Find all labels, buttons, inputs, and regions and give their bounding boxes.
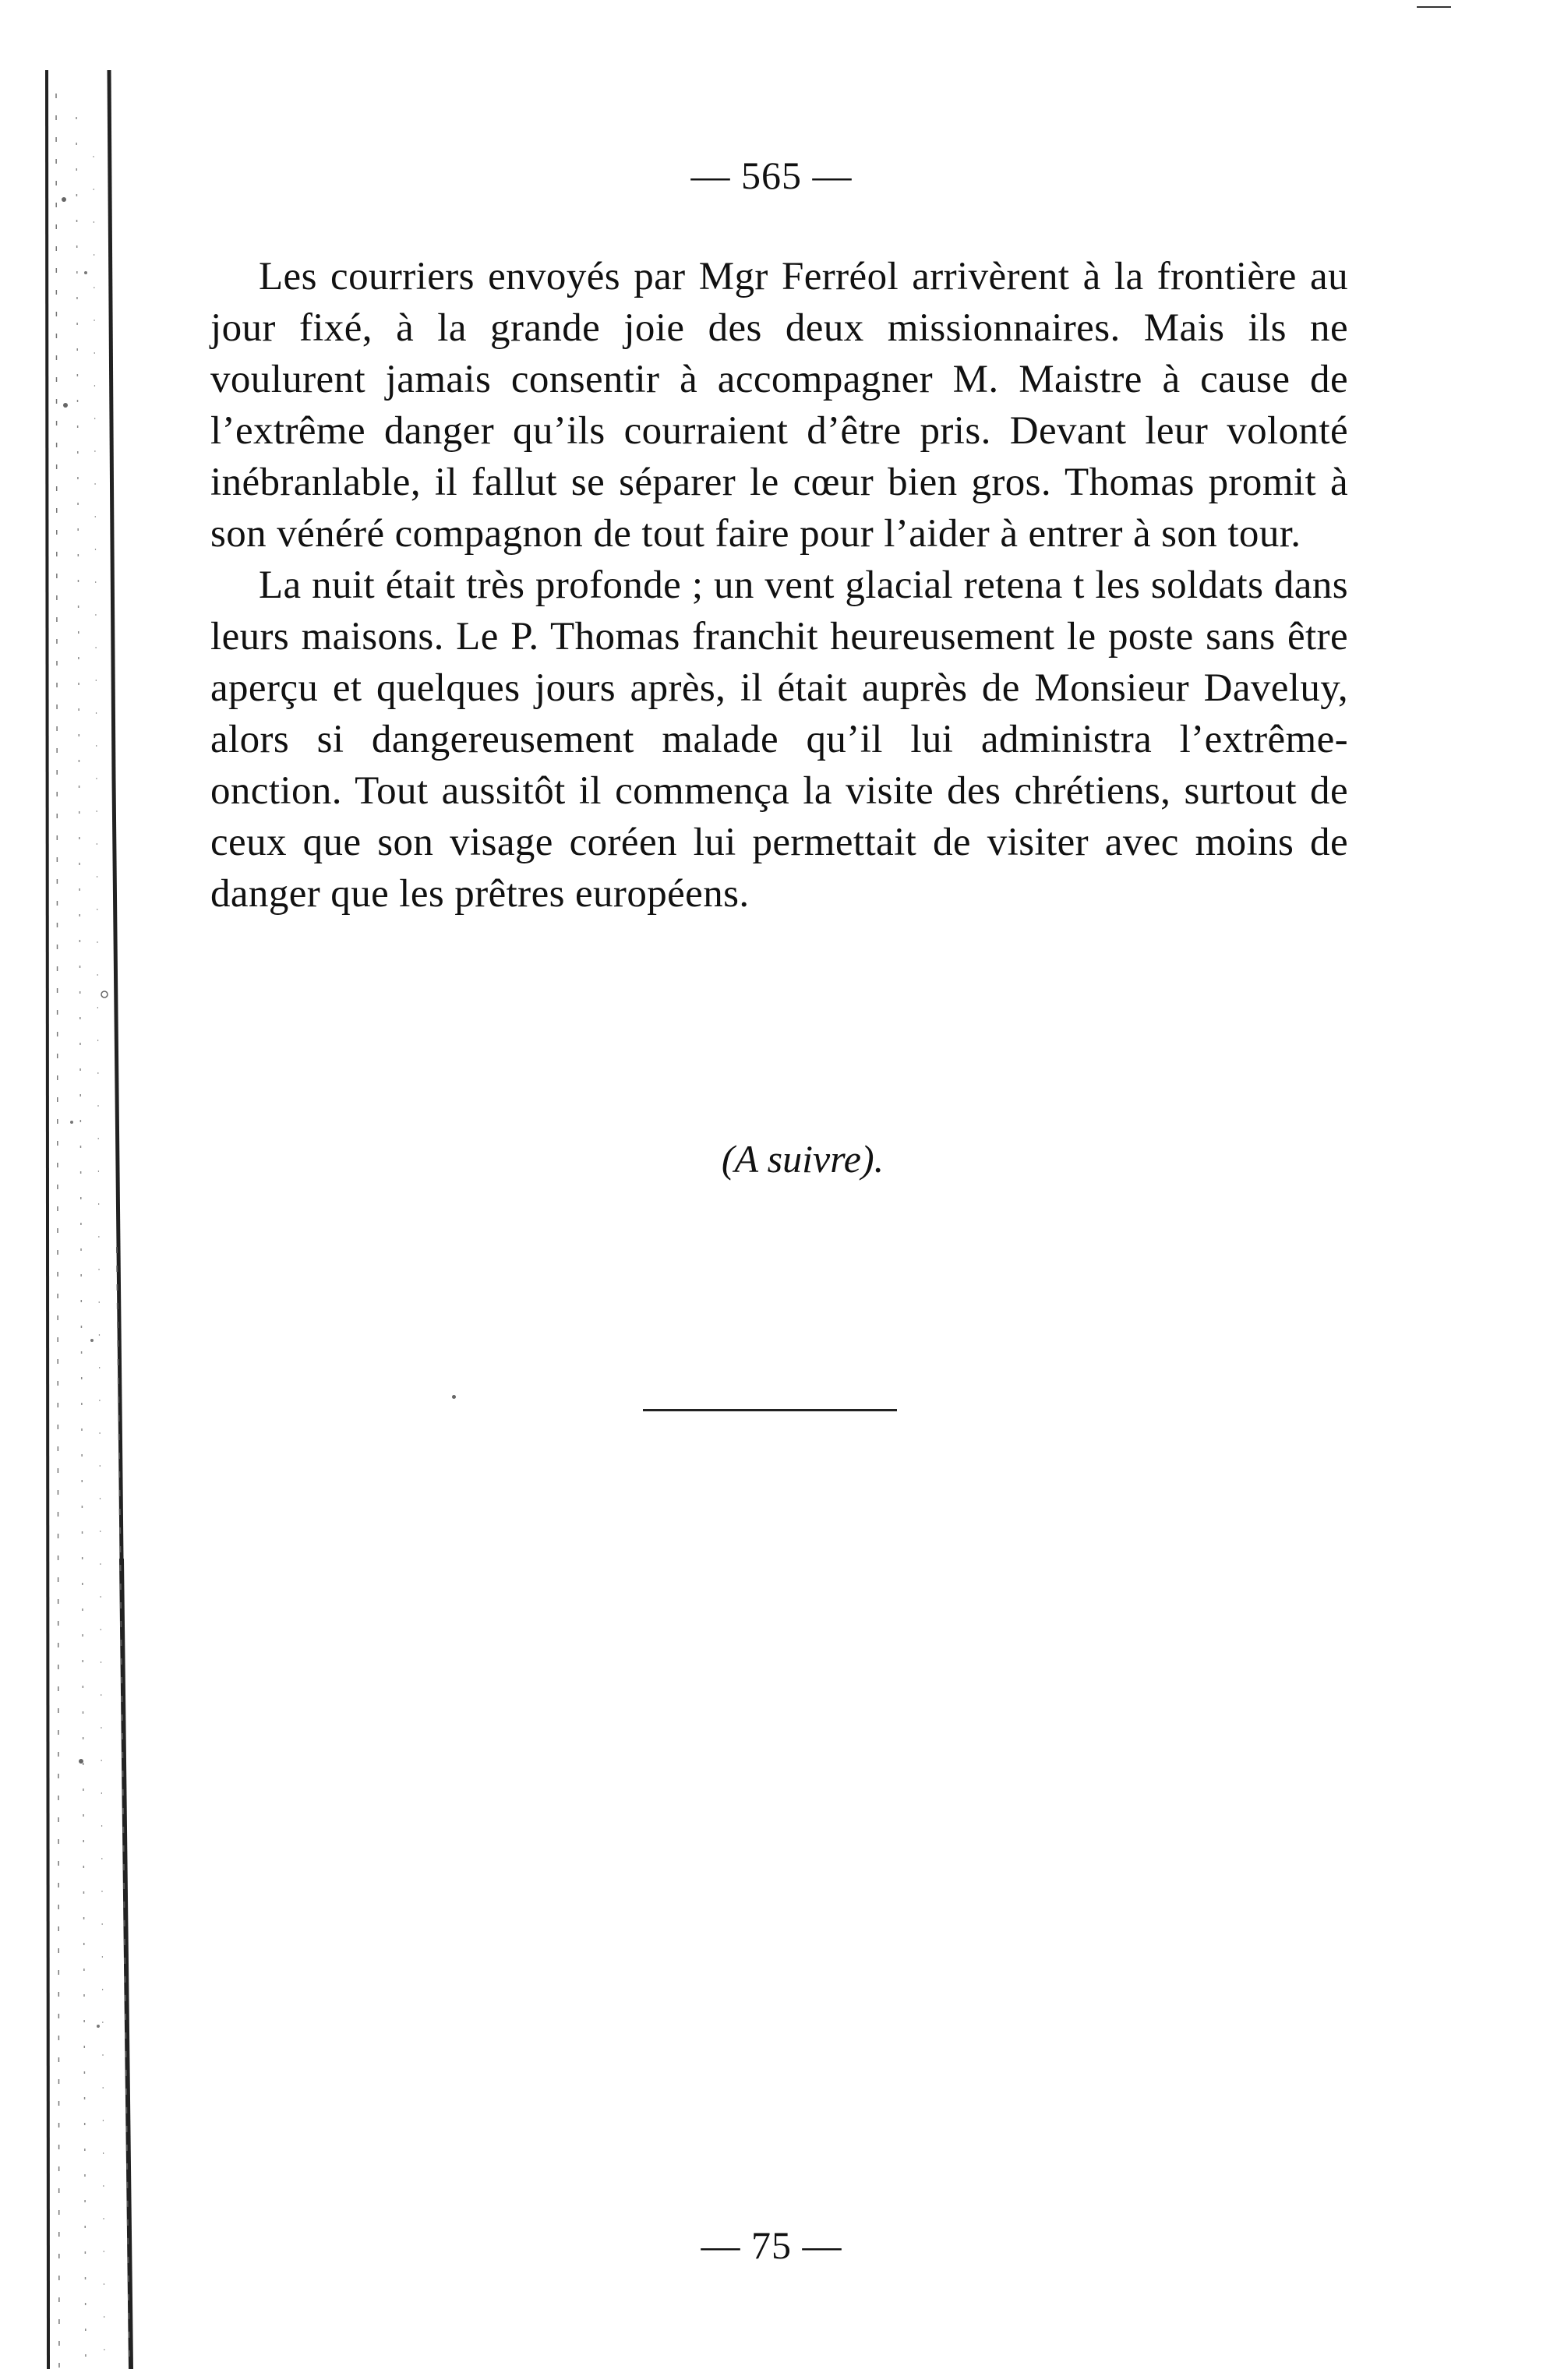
body-text bbox=[210, 251, 1348, 920]
corner-mark bbox=[1417, 6, 1451, 8]
binding-edge-scan bbox=[0, 0, 171, 2376]
paragraph: Les courriers envoyés par Mgr Ferréol arrivèrent à la frontière au jour fixé, à la grande joie des deux missionnaires. Mais ils ne voulurent jamais consentir à accompagner M. Maistre à cause de l’extrême danger qu’ils courraient d’être pris. Devant leur volonté inébranlable, il fallut se séparer le cœur bien gros. Thomas promit à son vénéré compagnon de tout faire pour l’aider à entrer à son tour. bbox=[210, 255, 1348, 556]
ink-speck bbox=[452, 1395, 456, 1399]
page-number-top: — 565 — bbox=[690, 154, 853, 197]
binding-edge-marks bbox=[0, 0, 171, 2376]
to-be-continued-note: (A suivre). bbox=[721, 1137, 884, 1181]
paragraph: La nuit était très profonde ; un vent glacial retena t les soldats dans leurs maisons. Le P. Thomas franchit heureusement le poste sans être aperçu et quelques jours après, il était auprès de Monsieur Daveluy, alors si dangereusement malade qu’il lui administra l’extrême-onction. Tout aussitôt il commença la visite des chrétiens, surtout de ceux que son visage coréen lui permettait de visiter avec moins de danger que les prêtres européens. bbox=[210, 563, 1348, 916]
section-divider-rule bbox=[643, 1409, 897, 1411]
page-number-bottom: — 75 — bbox=[701, 2223, 842, 2267]
